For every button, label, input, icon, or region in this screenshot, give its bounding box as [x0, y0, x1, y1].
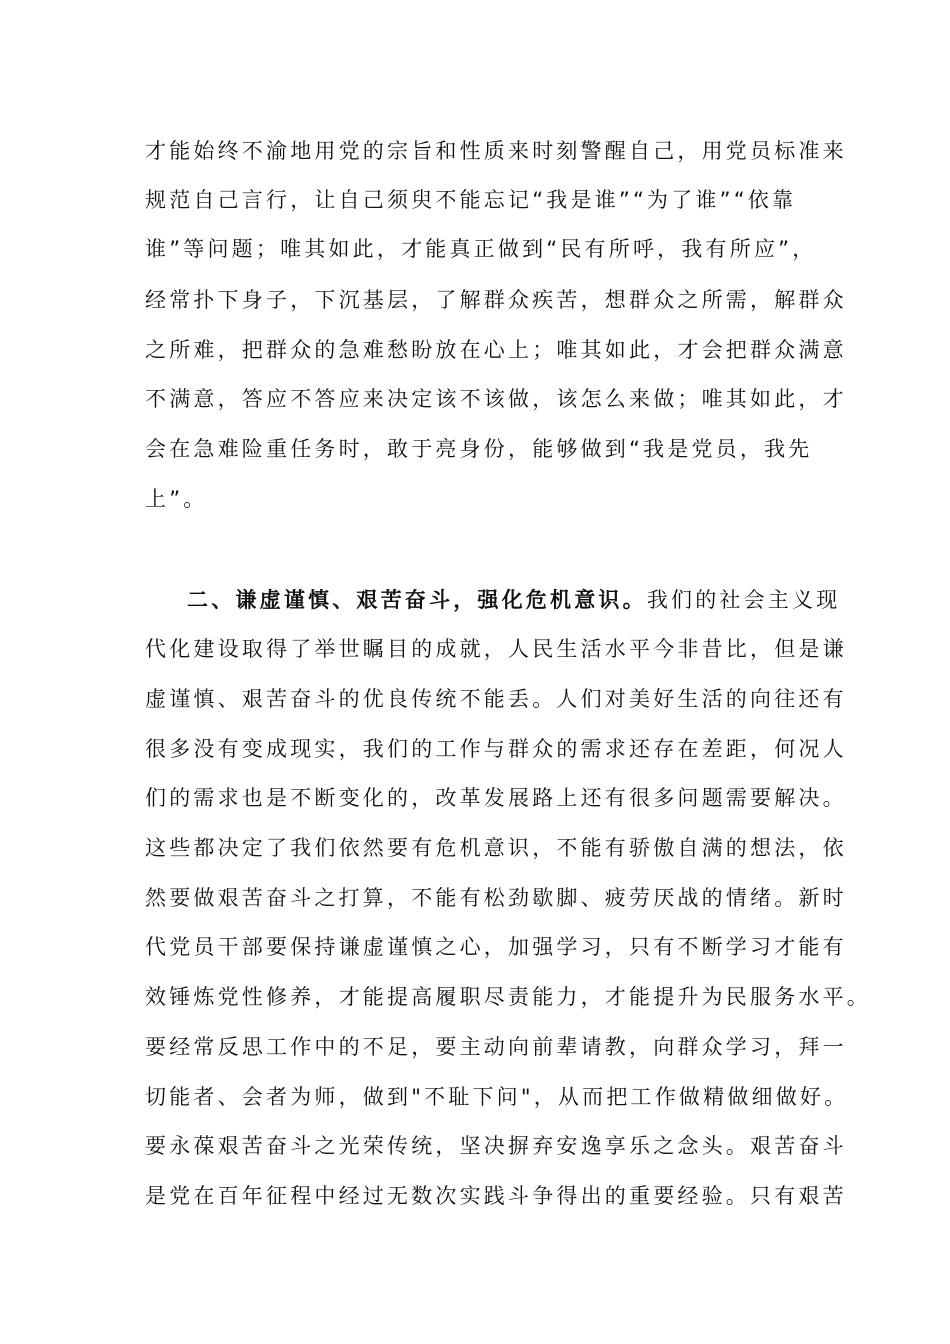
section-heading: 二、谦虚谨慎、艰苦奋斗，强化危机意识。 — [187, 588, 647, 612]
paragraph-2-line-2: 代化建设取得了举世瞩目的成就，人民生活水平今非昔比，但是谦 — [145, 637, 847, 661]
paragraph-1-line-4: 经常扑下身子，下沉基层，了解群众疾苦，想群众之所需，解群众 — [145, 288, 847, 312]
paragraph-1-line-1: 才能始终不渝地用党的宗旨和性质来时刻警醒自己，用党员标准来 — [145, 139, 847, 163]
paragraph-1-line-5: 之所难，把群众的急难愁盼放在心上；唯其如此，才会把群众满意 — [145, 338, 847, 362]
paragraph-2-line-6: 这些都决定了我们依然要有危机意识，不能有骄傲自满的想法，依 — [145, 836, 847, 860]
paragraph-2-line-3: 虚谨慎、艰苦奋斗的优良传统不能丢。人们对美好生活的向往还有 — [145, 687, 847, 711]
paragraph-2-line-9: 效锤炼党性修养，才能提高履职尽责能力，才能提升为民服务水平。 — [145, 985, 871, 1009]
paragraph-2-first-line-text: 我们的社会主义现 — [646, 588, 841, 612]
paragraph-2-line-12: 要永葆艰苦奋斗之光荣传统，坚决摒弃安逸享乐之念头。艰苦奋斗 — [145, 1134, 847, 1158]
paragraph-2-line-8: 代党员干部要保持谦虚谨慎之心，加强学习，只有不断学习才能有 — [145, 935, 847, 959]
paragraph-1-line-3: 谁”等问题；唯其如此，才能真正做到“民有所呼，我有所应”， — [145, 237, 817, 261]
paragraph-2-line-1 — [187, 585, 847, 615]
paragraph-2-line-7: 然要做艰苦奋斗之打算，不能有松劲歇脚、疲劳厌战的情绪。新时 — [145, 886, 847, 910]
paragraph-2-line-11: 切能者、会者为师，做到"不耻下问"，从而把工作做精做细做好。 — [145, 1085, 849, 1109]
paragraph-1-line-8: 上”。 — [145, 487, 208, 511]
paragraph-1-line-6: 不满意，答应不答应来决定该不该做，该怎么来做；唯其如此，才 — [145, 387, 847, 411]
paragraph-2-line-5: 们的需求也是不断变化的，改革发展路上还有很多问题需要解决。 — [145, 786, 847, 810]
paragraph-1-line-2: 规范自己言行，让自己须臾不能忘记“我是谁”“为了谁”“依靠 — [145, 188, 797, 212]
paragraph-2-line-4: 很多没有变成现实，我们的工作与群众的需求还存在差距，何况人 — [145, 737, 847, 761]
paragraph-2-line-10: 要经常反思工作中的不足，要主动向前辈请教，向群众学习，拜一 — [145, 1035, 847, 1059]
paragraph-2-line-13: 是党在百年征程中经过无数次实践斗争得出的重要经验。只有艰苦 — [145, 1184, 847, 1208]
paragraph-1-line-7: 会在急难险重任务时，敢于亮身份，能够做到“我是党员，我先 — [145, 437, 813, 461]
